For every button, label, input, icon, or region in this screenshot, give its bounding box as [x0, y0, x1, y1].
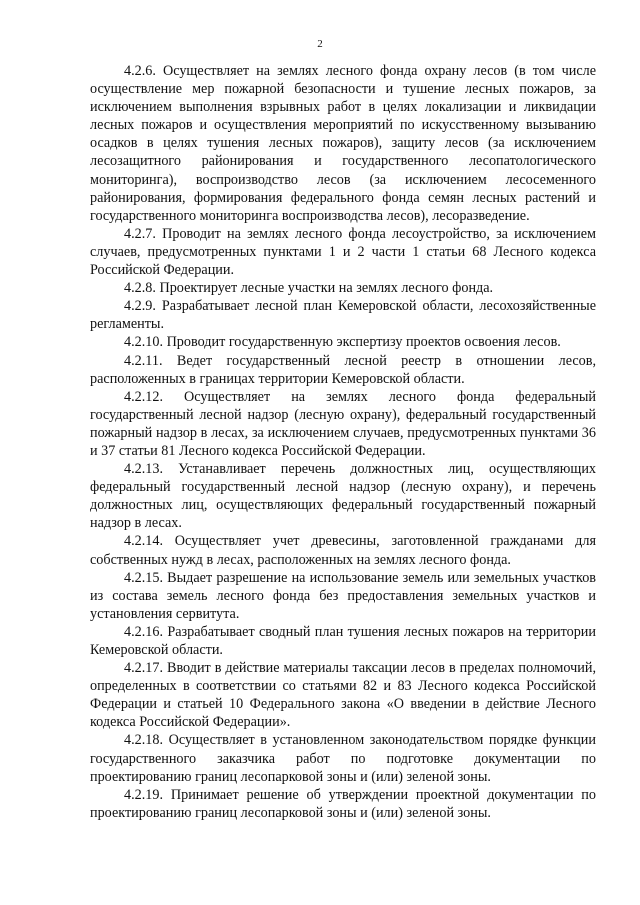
paragraph-4-2-14: 4.2.14. Осуществляет учет древесины, заготовленной гражданами для собственных нужд в лесах, расположенных на землях лесного фонда.: [90, 533, 596, 568]
document-body: [90, 62, 596, 822]
paragraph-4-2-6: 4.2.6. Осуществляет на землях лесного фонда охрану лесов (в том числе осуществление мер пожарной безопасности и тушение лесных пожаров, за исключением выполнения взрывных работ в целях локализации и ликвидации лесных пожаров и осуществления мероприятий по искусственному вызыванию осадков в целях тушения лесных пожаров), защиту лесов (за исключением лесозащитного районирования и государственного лесопатологического мониторинга), воспроизводство лесов (за исключением лесосеменного районирования, формирования федерального фонда семян лесных растений и государственного мониторинга воспроизводства лесов), лесоразведение.: [90, 63, 596, 224]
paragraph-4-2-7: 4.2.7. Проводит на землях лесного фонда лесоустройство, за исключением случаев, предусмотренных пунктами 1 и 2 части 1 статьи 68 Лесного кодекса Российской Федерации.: [90, 225, 596, 279]
paragraph-4-2-11: 4.2.11. Ведет государственный лесной реестр в отношении лесов, расположенных в границах территории Кемеровской области.: [90, 352, 596, 387]
paragraph-4-2-12: 4.2.12. Осуществляет на землях лесного фонда федеральный государственный лесной надзор (лесную охрану), федеральный государственный пожарный надзор в лесах, за исключением случаев, предусмотренных пунктами 36 и 37 статьи 81 Лесного кодекса Российской Федерации.: [90, 388, 596, 459]
paragraph-4-2-13: 4.2.13. Устанавливает перечень должностных лиц, осуществляющих федеральный государственный лесной надзор (лесную охрану), и перечень должностных лиц, осуществляющих федеральный государственный пожарный надзор в лесах.: [90, 461, 596, 532]
paragraph-4-2-9: 4.2.9. Разрабатывает лесной план Кемеровской области, лесохозяйственные регламенты.: [90, 298, 596, 333]
paragraph-4-2-19: 4.2.19. Принимает решение об утверждении проектной документации по проектированию границ лесопарковой зоны и (или) зеленой зоны.: [90, 786, 596, 821]
paragraph-4-2-17: 4.2.17. Вводит в действие материалы таксации лесов в пределах полномочий, определенных в соответствии со статьями 82 и 83 Лесного кодекса Российской Федерации и статьей 10 Федерального закона «О введении в действие Лесного кодекса Российской Федерации».: [90, 660, 596, 731]
paragraph-4-2-18: 4.2.18. Осуществляет в установленном законодательством порядке функции государственного заказчика работ по подготовке документации по проектированию границ лесопарковой зоны и (или) зеленой зоны.: [90, 732, 596, 785]
paragraph-4-2-8: 4.2.8. Проектирует лесные участки на землях лесного фонда.: [124, 280, 494, 297]
paragraph-4-2-15: 4.2.15. Выдает разрешение на использование земель или земельных участков из состава земель лесного фонда без предоставления земельных участков и установления сервитута.: [90, 569, 596, 622]
paragraph-4-2-16: 4.2.16. Разрабатывает сводный план тушения лесных пожаров на территории Кемеровской области.: [90, 623, 596, 658]
paragraph-4-2-10: 4.2.10. Проводит государственную экспертизу проектов освоения лесов.: [124, 334, 561, 351]
page-number: 2: [317, 38, 323, 50]
